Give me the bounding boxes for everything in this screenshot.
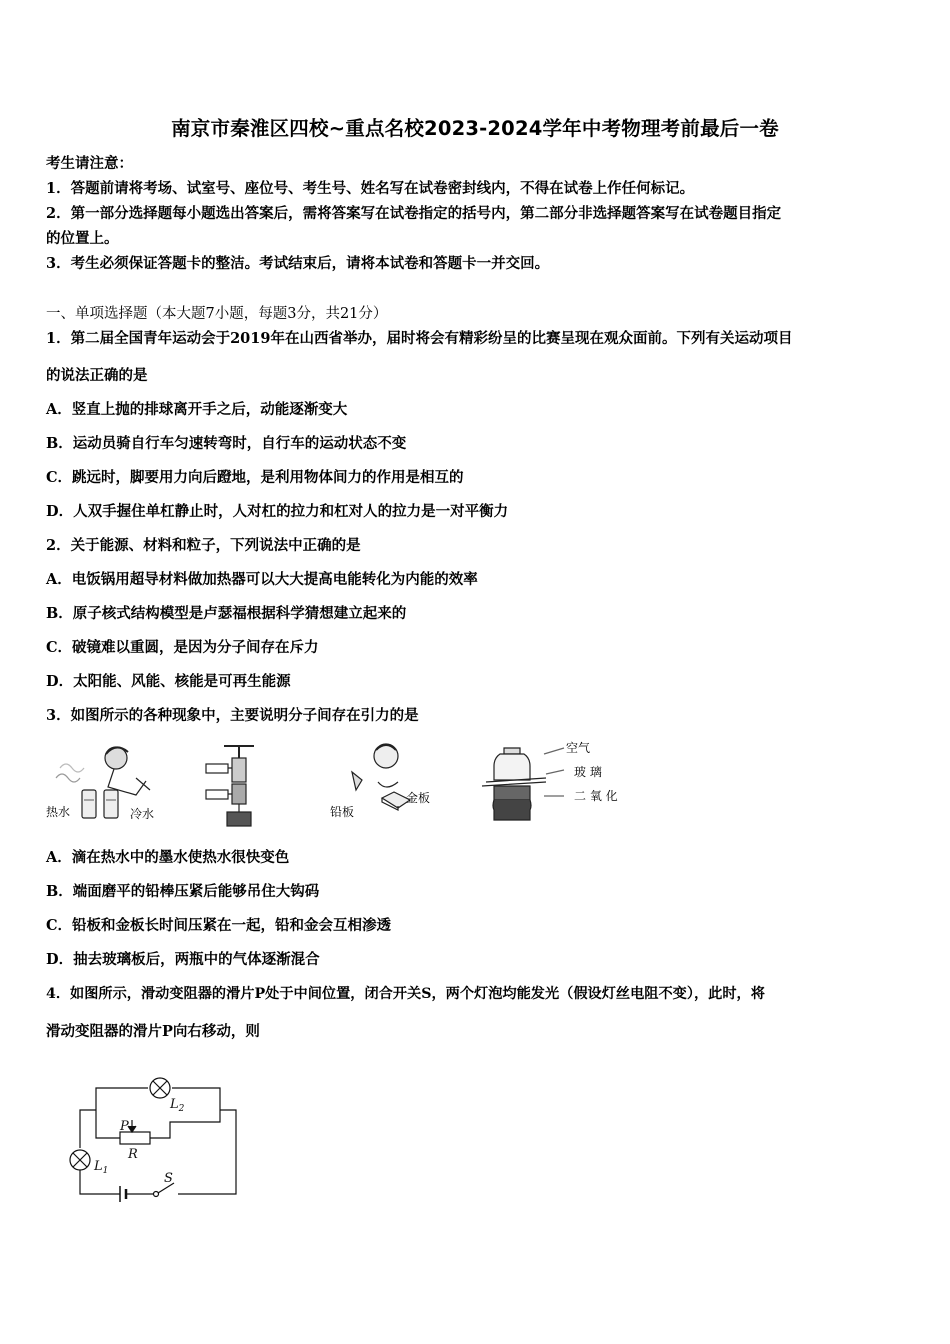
q2-option-d: D．太阳能、风能、核能是可再生能源 <box>46 673 291 690</box>
q2-stem: 2．关于能源、材料和粒子，下列说法中正确的是 <box>46 537 361 554</box>
section-heading: 一、单项选择题（本大题7小题，每题3分，共21分） <box>46 306 388 322</box>
q3-option-b: B．端面磨平的铅棒压紧后能够吊住大钩码 <box>46 883 320 900</box>
label-slider-p: P <box>120 1119 129 1134</box>
label-air: 空气 <box>566 741 591 755</box>
q1-stem-cont: 的说法正确的是 <box>46 367 148 384</box>
q3-option-c: C．铅板和金板长时间压紧在一起，铅和金会互相渗透 <box>46 917 392 934</box>
label-switch-s: S <box>164 1171 173 1186</box>
q4-circuit-diagram <box>60 1070 260 1210</box>
notice-item: 3．考生必须保证答题卡的整洁。考试结束后，请将本试卷和答题卡一并交回。 <box>46 255 550 272</box>
q1-stem: 1．第二届全国青年运动会于2019年在山西省举办，届时将会有精彩纷呈的比赛呈现在观众面前。下列有关运动项目 <box>46 330 793 347</box>
label-gas: 二 氧 化 <box>574 789 618 803</box>
label-l1: L <box>94 1159 103 1174</box>
q1-option-b: B．运动员骑自行车匀速转弯时，自行车的运动状态不变 <box>46 435 407 452</box>
svg-text:L1 <box>93 1159 108 1176</box>
gas-diffusion-figure <box>482 740 618 820</box>
q4-stem: 4．如图所示，滑动变阻器的滑片P处于中间位置，闭合开关S，两个灯泡均能发光（假设灯丝电阻不变），此时，将 <box>46 986 765 1002</box>
q2-option-b: B．原子核式结构模型是卢瑟福根据科学猜想建立起来的 <box>46 605 407 622</box>
switch <box>154 1192 159 1197</box>
label-resistor-r: R <box>128 1147 138 1162</box>
label-l2: L <box>170 1097 179 1112</box>
q4-stem-cont: 滑动变阻器的滑片P向右移动，则 <box>46 1023 260 1040</box>
label-lead-plate: 铅板 <box>330 805 355 819</box>
notice-item: 的位置上。 <box>46 230 119 247</box>
notice-heading: 考生请注意： <box>46 155 133 172</box>
q2-option-a: A．电饭锅用超导材料做加热器可以大大提高电能转化为内能的效率 <box>46 571 478 588</box>
q2-option-c: C．破镜难以重圆，是因为分子间存在斥力 <box>46 639 319 656</box>
exam-title: 南京市秦淮区四校~重点名校2023-2024学年中考物理考前最后一卷 <box>171 117 779 140</box>
q3-option-d: D．抽去玻璃板后，两瓶中的气体逐渐混合 <box>46 951 320 968</box>
label-hot-water: 热水 <box>46 805 71 819</box>
ink-diffusion-figure <box>46 747 154 821</box>
q3-option-a: A．滴在热水中的墨水使热水很快变色 <box>46 849 290 866</box>
label-glass: 玻 璃 <box>574 765 602 779</box>
q1-option-c: C．跳远时，脚要用力向后蹬地，是利用物体间力的作用是相互的 <box>46 469 464 486</box>
q1-option-a: A．竖直上抛的排球离开手之后，动能逐渐变大 <box>46 401 348 418</box>
q3-stem: 3．如图所示的各种现象中，主要说明分子间存在引力的是 <box>46 707 419 724</box>
notice-item: 1．答题前请将考场、试室号、座位号、考生号、姓名写在试卷密封线内，不得在试卷上作任何标记。 <box>46 180 695 197</box>
lead-rods-figure <box>206 746 254 826</box>
q1-option-d: D．人双手握住单杠静止时，人对杠的拉力和杠对人的拉力是一对平衡力 <box>46 503 509 520</box>
label-cold-water: 冷水 <box>130 807 155 821</box>
svg-text:L2 <box>169 1097 185 1114</box>
label-gold-plate: 金板 <box>406 791 431 805</box>
label-l1-sub: 1 <box>102 1166 109 1176</box>
q3-figure-strip <box>46 738 646 830</box>
notice-item: 2．第一部分选择题每小题选出答案后，需将答案写在试卷指定的括号内，第二部分非选择题答案写在试卷题目指定 <box>46 205 782 222</box>
lead-gold-plates-figure <box>330 744 430 819</box>
label-l2-sub: 2 <box>178 1104 185 1114</box>
